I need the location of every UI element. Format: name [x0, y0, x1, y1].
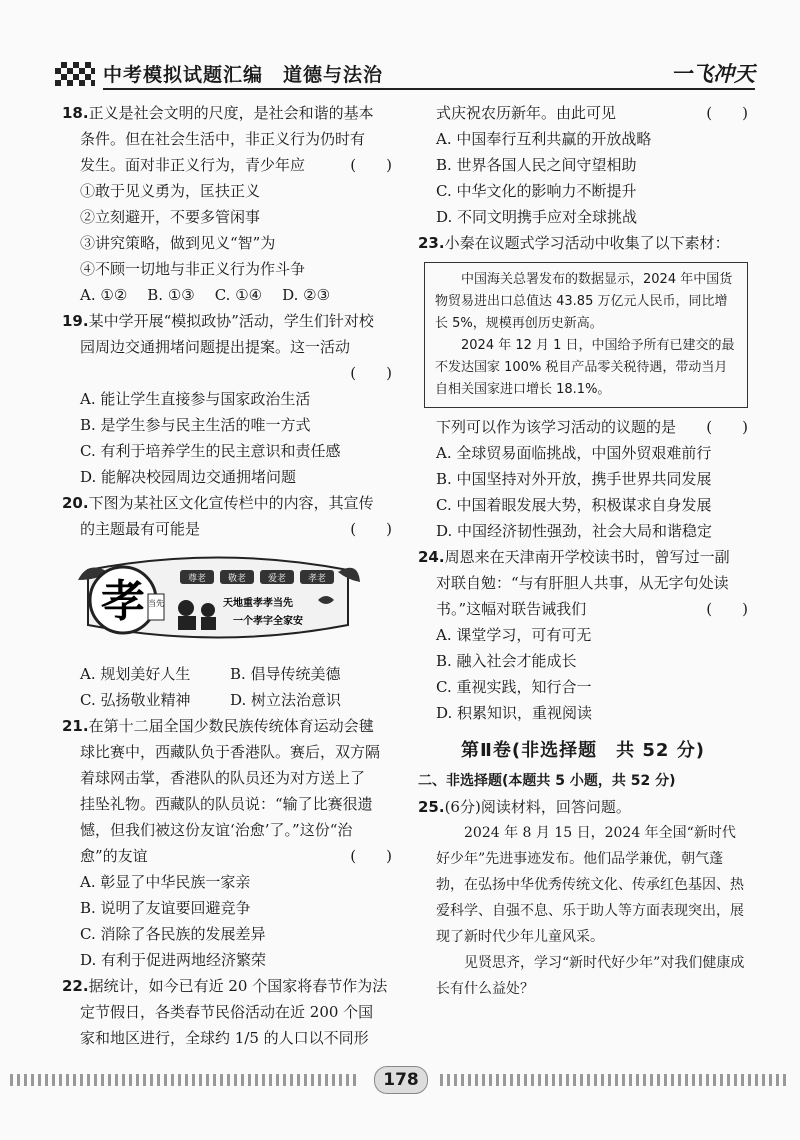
figure-elder	[178, 600, 194, 616]
option-b[interactable]: B. 倡导传统美德	[230, 665, 341, 683]
answer-blank[interactable]: ( )	[350, 364, 392, 382]
question-number: 23.	[418, 234, 445, 252]
answer-blank[interactable]: ( )	[706, 104, 748, 122]
header-divider	[103, 88, 755, 90]
question-text: 园周边交通拥堵问题提出提案。这一活动	[80, 338, 351, 356]
page-header	[55, 54, 755, 96]
material-paragraph: 2024 年 12 月 1 日，中国给予所有已建交的最不发达国家 100% 税目产品零关税待遇，带动当月自相关国家进口增长 18.1%。	[435, 338, 735, 397]
question-text: 憾，但我们被这份友谊‘治愈’了。”这份“治	[80, 821, 353, 839]
question-22-continued	[418, 100, 748, 230]
statement-item: ③讲究策略，做到见义“智”为	[80, 234, 276, 252]
poster-slogan-2: 一个孝字全家安	[233, 616, 303, 627]
question-prompt: 见贤思齐，学习“新时代好少年”对我们健康成长有什么益处？	[436, 955, 745, 997]
page-number: 178	[374, 1066, 428, 1094]
statement-item: ②立刻避开，不要多管闲事	[80, 208, 261, 226]
question-text: 球比赛中，西藏队负于香港队。赛后，双方隔	[80, 743, 381, 761]
poster-tag: 孝老	[307, 574, 327, 584]
option-b[interactable]: B. 世界各国人民之间守望相助	[436, 156, 637, 174]
question-text: 式庆祝农历新年。由此可见	[436, 104, 617, 122]
option-c[interactable]: C. 消除了各民族的发展差异	[80, 925, 266, 943]
option-b[interactable]: B. 中国坚持对外开放，携手世界共同发展	[436, 470, 712, 488]
poster-slogan-1: 天地重孝孝当先	[223, 598, 293, 609]
question-text: 据统计，如今已有近 20 个国家将春节作为法	[88, 977, 388, 995]
question-text: 定节假日，各类春节民俗活动在近 200 个国	[80, 1003, 374, 1021]
question-text: 书。”这幅对联告诫我们	[436, 600, 587, 618]
question-text: 愈”的友谊	[80, 847, 148, 865]
option-d[interactable]: D. 中国经济韧性强劲，社会大局和谐稳定	[436, 522, 713, 540]
answer-blank[interactable]: ( )	[350, 520, 392, 538]
question-text: 在第十二届全国少数民族传统体育运动会毽	[88, 717, 374, 735]
option-d[interactable]: D. 树立法治意识	[230, 691, 342, 709]
figure-child-body	[201, 617, 216, 630]
checker-logo	[55, 62, 95, 86]
question-text: 小秦在议题式学习活动中收集了以下素材：	[444, 234, 730, 252]
question-number: 19.	[62, 312, 89, 330]
statement-item: ④不顾一切地与非正义行为作斗争	[80, 260, 306, 278]
question-text: 条件。但在社会生活中，非正义行为仍时有	[80, 130, 366, 148]
question-19	[62, 308, 392, 490]
question-24	[418, 544, 748, 726]
footer-ornament-right	[440, 1074, 790, 1086]
answer-blank[interactable]: ( )	[706, 418, 748, 436]
option-b[interactable]: B. 说明了友谊要回避竞争	[80, 899, 251, 917]
option-c[interactable]: C. 重视实践，知行合一	[436, 678, 592, 696]
option-d[interactable]: D. 不同文明携手应对全球挑战	[436, 208, 638, 226]
option-a[interactable]: A. 全球贸易面临挑战，中国外贸艰难前行	[436, 444, 712, 462]
poster-tag: 敬老	[227, 574, 247, 584]
option-a[interactable]: A. 中国奉行互利共赢的开放战略	[436, 130, 652, 148]
option-d[interactable]: D. 能解决校园周边交通拥堵问题	[80, 468, 297, 486]
option-b[interactable]: B. 融入社会才能成长	[436, 652, 577, 670]
left-column	[62, 100, 392, 1051]
footer-ornament-left	[10, 1074, 360, 1086]
question-number: 20.	[62, 494, 89, 512]
question-number: 24.	[418, 548, 445, 566]
option-d[interactable]: D. ②③	[282, 286, 331, 304]
header-brand: 一飞冲天	[671, 62, 755, 86]
option-a[interactable]: A. 彰显了中华民族一家亲	[80, 873, 251, 891]
statement-item: ①敢于见义勇为，匡扶正义	[80, 182, 261, 200]
option-c[interactable]: C. 有利于培养学生的民主意识和责任感	[80, 442, 341, 460]
question-20	[62, 490, 392, 713]
poster-small-char: 当先	[148, 599, 164, 608]
question-21	[62, 713, 392, 973]
part-2-subtitle: 二、非选择题(本题共 5 小题，共 52 分)	[418, 773, 676, 789]
question-text: 周恩来在天津南开学校读书时，曾写过一副	[444, 548, 730, 566]
material-paragraph: 中国海关总署发布的数据显示，2024 年中国货物贸易进出口总值达 43.85 万亿元人民币，同比增长 5%，规模再创历史新高。	[435, 272, 733, 331]
question-text: 某中学开展“模拟政协”活动，学生们针对校	[88, 312, 374, 330]
question-text: 发生。面对非正义行为，青少年应	[80, 156, 306, 174]
question-text: 挂坠礼物。西藏队的队员说：“输了比赛很遗	[80, 795, 373, 813]
option-d[interactable]: D. 积累知识，重视阅读	[436, 704, 593, 722]
question-number: 18.	[62, 104, 89, 122]
right-column	[418, 100, 748, 1002]
question-22	[62, 973, 392, 1051]
figure-child	[201, 603, 215, 617]
header-title: 中考模拟试题汇编 道德与法治	[103, 64, 384, 86]
question-text: 家和地区进行，全球约 1/5 的人口以不同形	[80, 1029, 369, 1047]
option-a[interactable]: A. ①②	[80, 286, 128, 304]
question-25	[418, 794, 748, 1002]
answer-blank[interactable]: ( )	[350, 847, 392, 865]
reading-material: 2024 年 8 月 15 日，2024 年全国“新时代好少年”先进事迹发布。他们品学兼优，朝气蓬勃，在弘扬中华优秀传统文化、传承红色基因、热爱科学、自强不息、乐于助人等方面表现突出，展现了新时代少年儿童风采。	[436, 825, 744, 945]
question-text: 着球网击掌，香港队的队员还为对方送上了	[80, 769, 366, 787]
question-text: 下图为某社区文化宣传栏中的内容，其宣传	[88, 494, 374, 512]
question-number: 25.	[418, 798, 445, 816]
question-text: 的主题最有可能是	[80, 520, 201, 538]
question-number: 21.	[62, 717, 89, 735]
option-c[interactable]: C. 弘扬敬业精神	[80, 691, 191, 709]
question-text: 正义是社会文明的尺度，是社会和谐的基本	[88, 104, 374, 122]
option-c[interactable]: C. 中华文化的影响力不断提升	[436, 182, 637, 200]
question-text: (6分)阅读材料，回答问题。	[444, 798, 631, 816]
question-number: 22.	[62, 977, 89, 995]
option-a[interactable]: A. 规划美好人生	[80, 665, 191, 683]
page-footer	[0, 1066, 800, 1092]
option-d[interactable]: D. 有利于促进两地经济繁荣	[80, 951, 267, 969]
part-2-title: 第Ⅱ卷(非选择题 共 52 分)	[461, 740, 705, 761]
poster-tag: 爱老	[267, 574, 287, 584]
poster-tag: 尊老	[187, 574, 207, 584]
question-23	[418, 230, 748, 544]
option-b[interactable]: B. ①③	[147, 286, 195, 304]
question-text: 对联自勉：“与有肝胆人共事，从无字句处读	[436, 574, 729, 592]
question-18	[62, 100, 392, 308]
answer-blank[interactable]: ( )	[350, 156, 392, 174]
answer-blank[interactable]: ( )	[706, 600, 748, 618]
option-a[interactable]: A. 课堂学习，可有可无	[436, 626, 592, 644]
figure-elder-body	[178, 616, 196, 630]
option-c[interactable]: C. 中国着眼发展大势，积极谋求自身发展	[436, 496, 712, 514]
option-c[interactable]: C. ①④	[214, 286, 263, 304]
question-text: 下列可以作为该学习活动的议题的是	[436, 418, 677, 436]
material-box	[424, 262, 748, 408]
poster-big-char: 孝	[101, 576, 145, 627]
option-b[interactable]: B. 是学生参与民主生活的唯一方式	[80, 416, 311, 434]
poster-image	[68, 550, 368, 645]
option-a[interactable]: A. 能让学生直接参与国家政治生活	[80, 390, 311, 408]
